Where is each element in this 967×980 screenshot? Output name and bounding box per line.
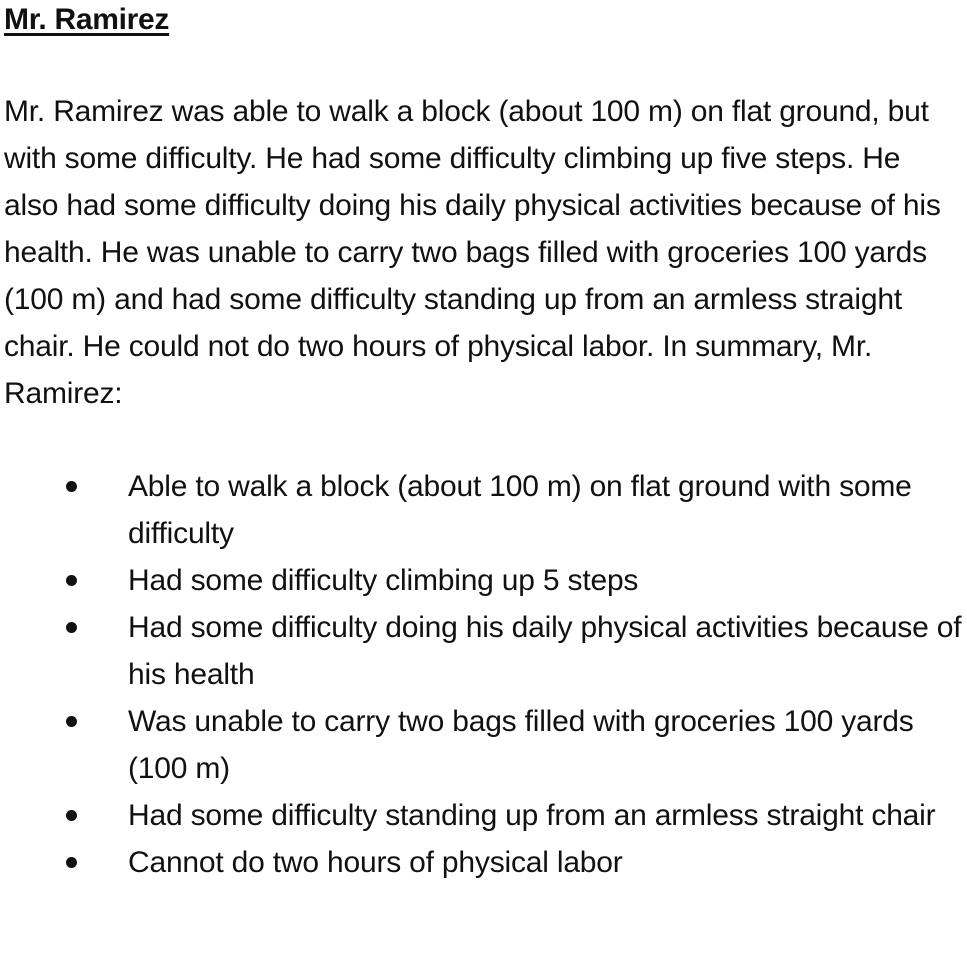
bullet-text: Had some difficulty climbing up 5 steps xyxy=(128,564,639,597)
bullet-item-daily-activities xyxy=(4,604,963,698)
bullet-item-steps xyxy=(4,557,963,604)
document-title: Mr. Ramirez xyxy=(4,3,170,36)
bullet-dot-icon xyxy=(66,622,77,633)
summary-paragraph: Mr. Ramirez was able to walk a block (about 100 m) on flat ground, but with some difficulty. He had some difficulty climbing up five steps. He also had some difficulty doing his daily physical activities because of his health. He was unable to carry two bags filled with groceries 100 yards (100 m) and had some difficulty standing up from an armless straight chair. He could not do two hours of physical labor. In summary, Mr. Ramirez: xyxy=(4,95,941,410)
bullet-dot-icon xyxy=(66,810,77,821)
bullet-dot-icon xyxy=(66,575,77,586)
bullet-text: Was unable to carry two bags filled with groceries 100 yards (100 m) xyxy=(128,705,914,785)
bullet-item-labor xyxy=(4,839,963,886)
document-body xyxy=(4,0,964,886)
bullet-text: Had some difficulty standing up from an armless straight chair xyxy=(128,799,936,832)
bullet-dot-icon xyxy=(66,481,77,492)
bullet-item-groceries xyxy=(4,698,963,792)
bullet-text: Had some difficulty doing his daily physical activities because of his health xyxy=(128,611,962,691)
summary-bullet-list xyxy=(4,463,964,886)
bullet-item-chair xyxy=(4,792,963,839)
bullet-text: Cannot do two hours of physical labor xyxy=(128,846,623,879)
bullet-dot-icon xyxy=(66,857,77,868)
bullet-dot-icon xyxy=(66,716,77,727)
bullet-text: Able to walk a block (about 100 m) on flat ground with some difficulty xyxy=(128,470,912,550)
bullet-item-walk xyxy=(4,463,963,557)
